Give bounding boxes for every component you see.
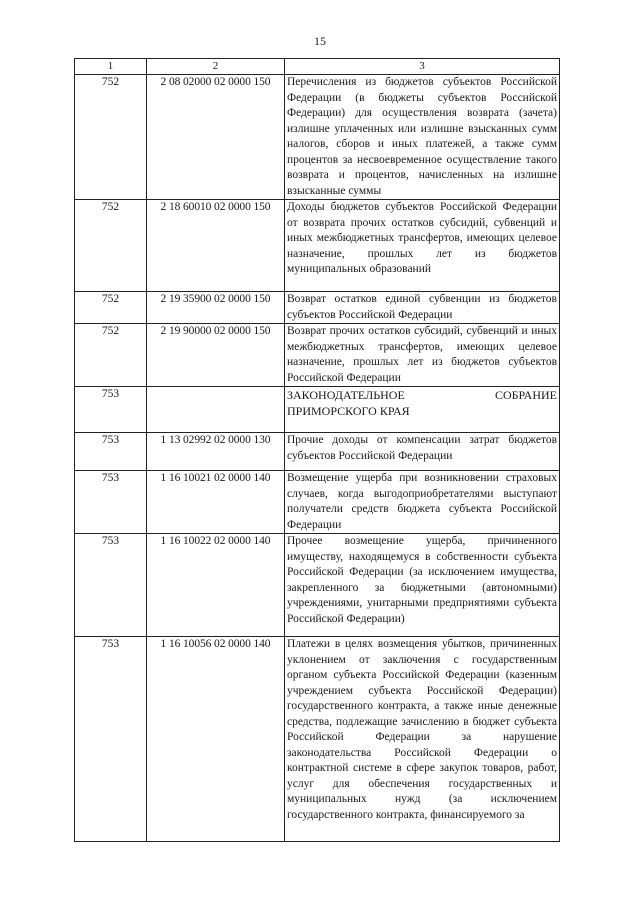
page-number: 15 — [314, 34, 326, 48]
description-cell: Доходы бюджетов субъектов Российской Федерации от возврата прочих остатков субсидий, субвенций и иных межбюджетных трансфертов, имеющих целевое назначение, прошлых лет из бюджетов муниципальных образований — [285, 200, 560, 292]
description-cell: Прочее возмещение ущерба, причиненного имуществу, находящемуся в собственности субъекта Российской Федерации (за исключением имущества, закрепленного за бюджетными (автономными) учреждениями, унитарными предприятиями субъекта Российской Федерации) — [285, 534, 560, 637]
table-row — [75, 534, 560, 637]
description-cell: Прочие доходы от компенсации затрат бюджетов субъектов Российской Федерации — [285, 433, 560, 471]
agency-heading-line-1: ЗАКОНОДАТЕЛЬНОЕ СОБРАНИЕ — [287, 388, 557, 402]
description-cell: Платежи в целях возмещения убытков, причиненных уклонением от заключения с государственным органом субъекта Российской Федерации (казенным учреждением субъекта Российской Федерации) государственного контракта, а также иные денежные средства, подлежащие зачислению в бюджет субъекта Российской Федерации за нарушение законодательства Российской Федерации о контрактной системе в сфере закупок товаров, работ, услуг для обеспечения государственных и муниципальных нужд (за исключением государственного контракта, финансируемого за — [285, 637, 560, 842]
table-row — [75, 471, 560, 534]
table-row — [75, 200, 560, 292]
admin-code-cell: 752 — [75, 200, 147, 292]
admin-code-cell: 753 — [75, 534, 147, 637]
admin-code-cell: 753 — [75, 471, 147, 534]
revenue-code-cell: 2 19 90000 02 0000 150 — [147, 324, 285, 387]
agency-heading-cell — [285, 387, 560, 433]
column-header-2: 2 — [147, 59, 285, 75]
revenue-code-cell: 2 08 02000 02 0000 150 — [147, 75, 285, 200]
table-header-row — [75, 59, 560, 75]
revenue-code-cell: 1 16 10021 02 0000 140 — [147, 471, 285, 534]
table-row — [75, 637, 560, 842]
revenue-code-cell: 2 19 35900 02 0000 150 — [147, 292, 285, 324]
revenue-codes-table — [74, 58, 560, 842]
revenue-code-cell: 1 13 02992 02 0000 130 — [147, 433, 285, 471]
table-row — [75, 433, 560, 471]
table-row — [75, 387, 560, 433]
table-row — [75, 75, 560, 200]
column-header-3: 3 — [285, 59, 560, 75]
admin-code-cell: 752 — [75, 324, 147, 387]
revenue-code-cell: 1 16 10056 02 0000 140 — [147, 637, 285, 842]
revenue-code-cell: 2 18 60010 02 0000 150 — [147, 200, 285, 292]
agency-heading-line-2: ПРИМОРСКОГО КРАЯ — [287, 404, 410, 418]
description-cell: Перечисления из бюджетов субъектов Российской Федерации (в бюджеты субъектов Российской Федерации) для осуществления возврата (зачета) излишне уплаченных или излишне взысканных сумм налогов, сборов и иных платежей, а также сумм процентов за несвоевременное осуществление такого возврата и процентов, начисленных на излишне взысканные суммы — [285, 75, 560, 200]
admin-code-cell: 753 — [75, 387, 147, 433]
revenue-code-cell — [147, 387, 285, 433]
admin-code-cell: 753 — [75, 433, 147, 471]
column-header-1: 1 — [75, 59, 147, 75]
admin-code-cell: 753 — [75, 637, 147, 842]
description-cell: Возврат прочих остатков субсидий, субвенций и иных межбюджетных трансфертов, имеющих целевое назначение, прошлых лет из бюджетов субъектов Российской Федерации — [285, 324, 560, 387]
admin-code-cell: 752 — [75, 75, 147, 200]
admin-code-cell: 752 — [75, 292, 147, 324]
revenue-code-cell: 1 16 10022 02 0000 140 — [147, 534, 285, 637]
table-row — [75, 324, 560, 387]
description-cell: Возврат остатков единой субвенции из бюджетов субъектов Российской Федерации — [285, 292, 560, 324]
table-row — [75, 292, 560, 324]
description-cell: Возмещение ущерба при возникновении страховых случаев, когда выгодоприобретателями выступают получатели средств бюджета субъекта Российской Федерации — [285, 471, 560, 534]
